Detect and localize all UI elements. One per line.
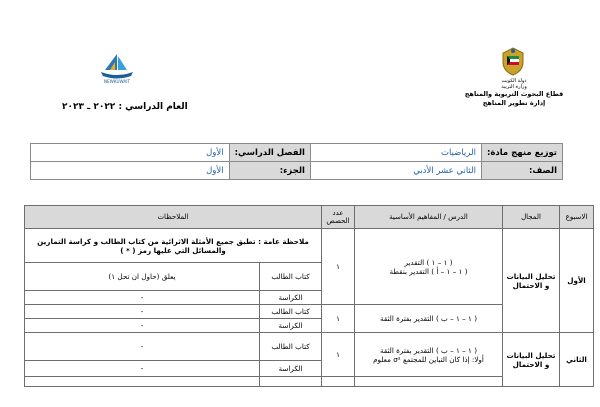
grade-value: الثاني عشر الأدبي [310, 162, 481, 180]
resource-cell: كتاب الطالب [260, 305, 322, 319]
table-row [25, 229, 594, 263]
col-lesson: الدرس / المفاهيم الأساسية [355, 206, 503, 229]
part-label: الجزء: [229, 162, 310, 180]
periods-cell [322, 377, 355, 387]
info-row [31, 162, 563, 180]
resource-cell: كتاب الطالب [260, 263, 322, 291]
table-header-row [25, 206, 594, 229]
col-notes: الملاحظات [25, 206, 322, 229]
department-name: إدارة تطوير المناهج [482, 99, 546, 107]
lesson-cell: ( ١ – ١ – ب ) التقدير بفترة الثقة [355, 305, 503, 333]
lesson-line: ( ١ – ١ ) التقدير [404, 257, 453, 267]
resource-cell: الكراسة [260, 291, 322, 305]
lesson-cell [355, 377, 503, 387]
resource-cell: كتاب الطالب [260, 333, 322, 361]
new-kuwait-logo-icon [97, 50, 137, 84]
semester-label: الفصل الدراسي: [229, 144, 310, 162]
note-cell: - [25, 305, 260, 319]
note-cell: - [25, 291, 260, 305]
domain-cell: تحليل البيانات و الاحتمال [503, 333, 560, 387]
note-cell: يعلق (حاول ان تحل ١) [25, 263, 260, 291]
subject-value: الرياضيات [310, 144, 481, 162]
resource-cell [260, 377, 322, 387]
periods-cell: ١ [322, 229, 355, 305]
grade-label: الصف: [481, 162, 562, 180]
lesson-line: ( ١ – ١ – ب ) التقدير بفترة الثقة [379, 345, 477, 355]
periods-cell: ١ [322, 305, 355, 333]
col-week: الاسبوع [560, 206, 594, 229]
note-cell: - [25, 319, 260, 333]
semester-value: الأول [31, 144, 230, 162]
resource-cell: الكراسة [260, 319, 322, 333]
note-cell: - [25, 333, 260, 361]
info-row [31, 144, 563, 162]
ministry-block [458, 78, 570, 108]
table-row [25, 333, 594, 361]
col-periods: عدد الحصص [322, 206, 355, 229]
part-value: الأول [31, 162, 230, 180]
kuwait-emblem-icon [500, 46, 526, 76]
curriculum-info-table [30, 143, 563, 180]
distribution-table [24, 205, 594, 387]
academic-year: العام الدراسي : ٢٠٢٢ ـ ٢٠٢٣ [62, 102, 188, 112]
week-cell: الثاني [560, 333, 594, 387]
general-note: ملاحظة عامة : تطبق جميع الأمثلة الاثرائية من كتاب الطالب و كراسة التمارين والمسائل التي عليها رمز ( * ) [25, 229, 322, 263]
sector-name: قطاع البحوث التربوية والمناهج [464, 90, 564, 98]
periods-cell: ١ [322, 333, 355, 377]
domain-cell: تحليل البيانات و الاحتمال [503, 229, 560, 333]
col-domain: المجال [503, 206, 560, 229]
newkuwait-logo-text: NEWKUWAIT [103, 79, 131, 84]
week-cell: الأول [560, 229, 594, 333]
subject-label: توزيع منهج مادة: [481, 144, 562, 162]
lesson-cell [355, 229, 503, 305]
note-cell [25, 377, 260, 387]
ministry-name: وزارة التربية [501, 84, 527, 90]
lesson-line: ( ١ – ١ – أ ) التقدير بنقطة [389, 266, 468, 276]
note-cell: - [25, 361, 260, 377]
resource-cell: الكراسة [260, 361, 322, 377]
ministry-state: دولة الكويت [501, 78, 527, 84]
lesson-line: أولا: إذا كان التباين للمجتمع σ² معلوم [373, 354, 484, 364]
lesson-cell [355, 333, 503, 377]
